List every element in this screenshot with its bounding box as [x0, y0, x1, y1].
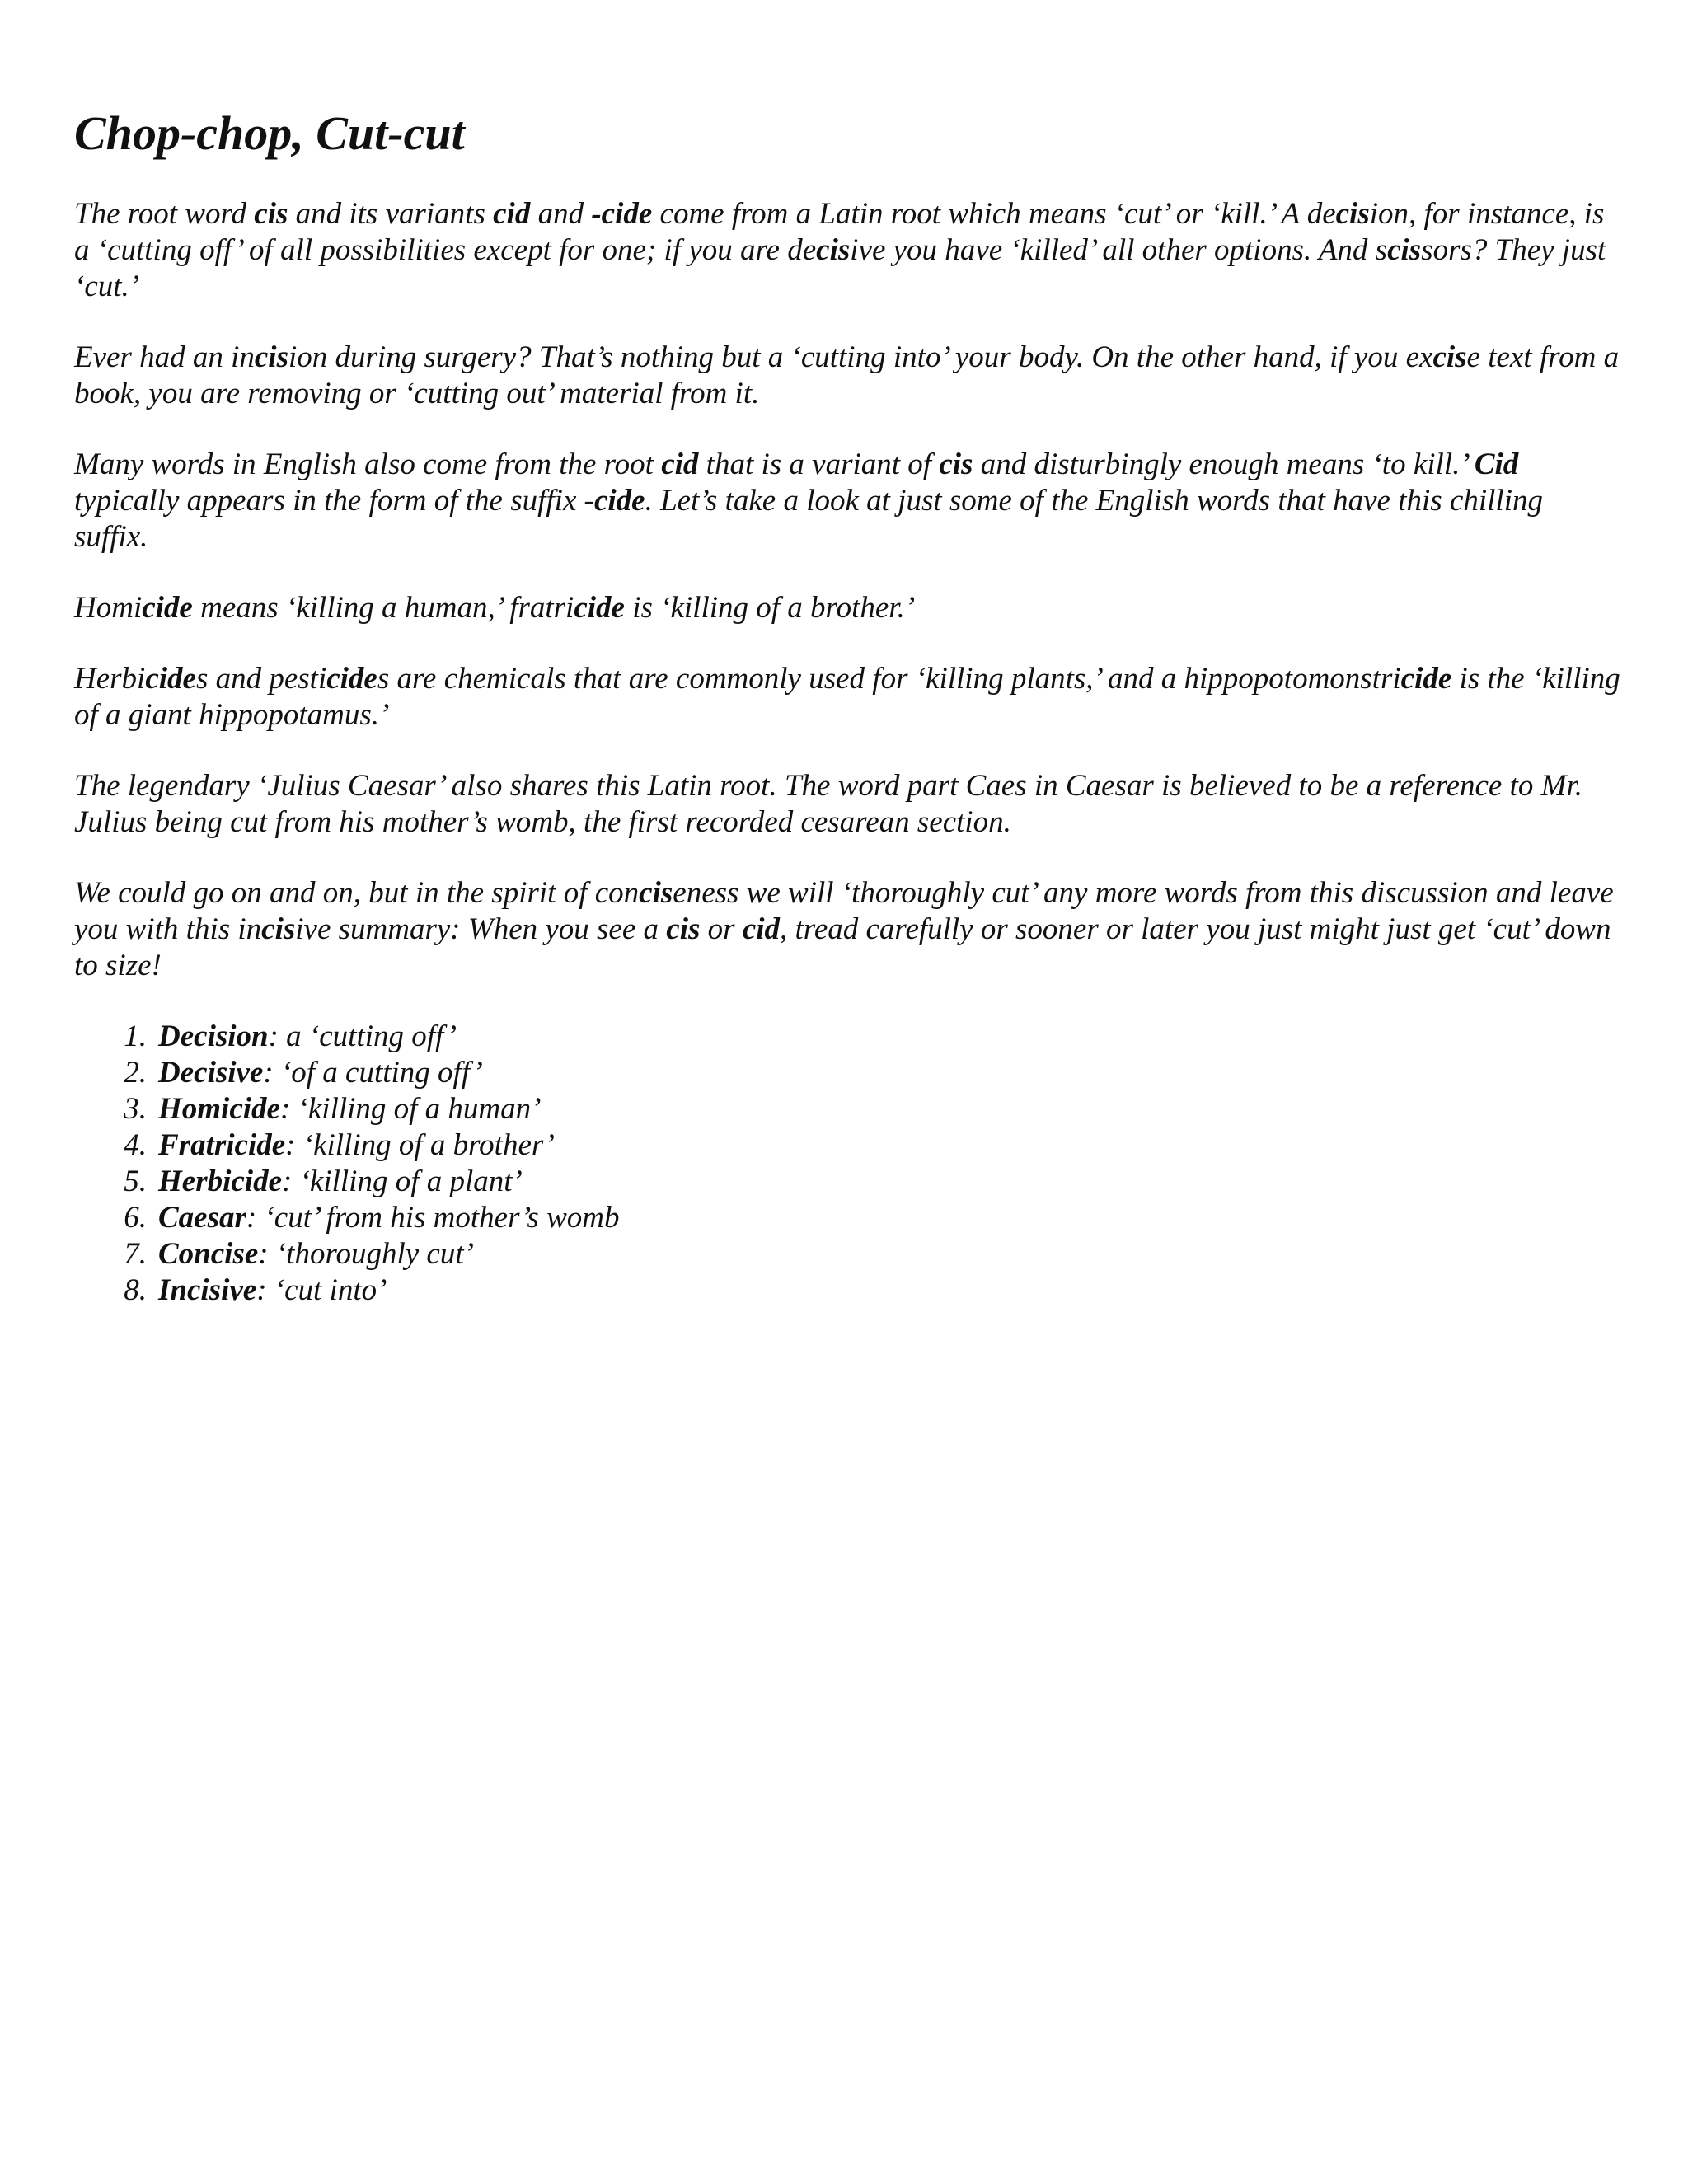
bold-root: cis — [261, 912, 296, 946]
list-definition: : ‘killing of a brother’ — [285, 1127, 555, 1162]
list-definition: : ‘killing of a plant’ — [282, 1164, 523, 1198]
bold-root: cis — [666, 912, 701, 946]
bold-root: cis — [254, 340, 288, 374]
bold-root: cis — [939, 447, 973, 481]
text-run: . Let’s take a look at just some of the English words that have this chilling suffix. — [74, 483, 1543, 554]
bold-root: cis — [254, 196, 288, 231]
list-term: Decisive — [158, 1055, 264, 1090]
list-definition: : ‘cut’ from his mother’s womb — [246, 1200, 620, 1235]
text-run: We could go on and on, but in the spirit of con — [74, 875, 640, 910]
text-run: Homi — [74, 590, 143, 625]
bold-root: cis — [816, 232, 851, 267]
list-term: Decision — [158, 1019, 269, 1053]
list-term: Incisive — [158, 1272, 257, 1307]
list-entry — [158, 1091, 541, 1127]
bold-root: cis — [1335, 196, 1370, 231]
text-run: ion during surgery? That’s nothing but a ‘cutting into’ your body. On the other hand, if you ex — [288, 340, 1433, 374]
list-item — [74, 1164, 1624, 1200]
bold-root: cid — [661, 447, 699, 481]
summary-list — [74, 1019, 1624, 1309]
bold-root: cide — [326, 661, 377, 696]
paragraph-7 — [74, 875, 1624, 984]
paragraph-6 — [74, 768, 1624, 841]
list-item — [74, 1127, 1624, 1164]
list-term: Fratricide — [158, 1127, 286, 1162]
list-entry — [158, 1055, 483, 1091]
list-number: 5. — [124, 1164, 147, 1198]
text-run: come from a Latin root which means ‘cut’ or ‘kill.’ A de — [652, 196, 1336, 231]
list-entry — [158, 1164, 523, 1200]
text-run: that is a variant of — [698, 447, 940, 481]
list-number: 8. — [124, 1272, 147, 1307]
paragraph-1 — [74, 196, 1624, 305]
bold-root: -cide — [584, 483, 645, 518]
text-run: is the ‘killing of a giant hippopotamus.’ — [74, 661, 1620, 732]
list-number: 2. — [124, 1055, 147, 1090]
paragraph-5 — [74, 661, 1624, 733]
list-term: Concise — [158, 1236, 259, 1271]
paragraph-2 — [74, 340, 1624, 412]
text-run: sors? They just ‘cut.’ — [74, 232, 1606, 303]
list-item — [74, 1019, 1624, 1055]
bold-root: cide — [1400, 661, 1452, 696]
bold-root: Cid — [1474, 447, 1519, 481]
text-run: e text from a book, you are removing or ‘cutting out’ material from it. — [74, 340, 1620, 410]
text-run: The root word — [74, 196, 255, 231]
paragraph-3 — [74, 447, 1624, 555]
list-term: Homicide — [158, 1091, 280, 1126]
text-run: typically appears in the form of the suffix — [74, 483, 584, 518]
text-run: or — [700, 912, 743, 946]
text-run: is ‘killing of a brother.’ — [624, 590, 916, 625]
list-definition: : ‘of a cutting off’ — [263, 1055, 483, 1090]
list-item — [74, 1091, 1624, 1127]
text-run: and disturbingly enough means ‘to kill.’ — [973, 447, 1475, 481]
bold-root: cid — [742, 912, 781, 946]
text-run: s and pesti — [195, 661, 327, 696]
text-run: eness we will ‘thoroughly cut’ any more words from this discussion and leave you with this in — [74, 875, 1614, 946]
list-definition: : a ‘cutting off’ — [268, 1019, 457, 1053]
bold-root: cis — [1432, 340, 1467, 374]
list-item — [74, 1272, 1624, 1309]
list-number: 4. — [124, 1127, 147, 1162]
list-term: Herbicide — [158, 1164, 283, 1198]
bold-root: cis — [639, 875, 673, 910]
list-entry — [158, 1272, 387, 1309]
text-run: ion, for instance, is a ‘cutting off’ of all possibilities except for one; if you are de — [74, 196, 1605, 267]
text-run: Many words in English also come from the root — [74, 447, 662, 481]
list-definition: : ‘cut into’ — [256, 1272, 387, 1307]
list-number: 3. — [124, 1091, 147, 1126]
text-run: Ever had an in — [74, 340, 255, 374]
list-number: 1. — [124, 1019, 147, 1053]
text-run: The legendary ‘Julius Caesar’ also shares this Latin root. The word part Caes in Caesar is believed to be a reference to Mr. Julius being cut from his mother’s womb, the first recorded cesarean section. — [74, 768, 1583, 839]
list-definition: : ‘killing of a human’ — [279, 1091, 542, 1126]
text-run: s are chemicals that are commonly used for ‘killing plants,’ and a hippopotomonstri — [377, 661, 1401, 696]
list-item — [74, 1236, 1624, 1272]
bold-root: cid — [493, 196, 531, 231]
bold-root: cide — [574, 590, 625, 625]
list-number: 6. — [124, 1200, 147, 1235]
list-entry — [158, 1127, 555, 1164]
document-title: Chop-chop, Cut-cut — [74, 106, 465, 160]
list-definition: : ‘thoroughly cut’ — [258, 1236, 474, 1271]
text-run: ive you have ‘killed’ all other options. And s — [850, 232, 1388, 267]
list-term: Caesar — [158, 1200, 246, 1235]
list-number: 7. — [124, 1236, 147, 1271]
list-entry — [158, 1200, 619, 1236]
paragraph-4 — [74, 590, 1624, 626]
list-entry — [158, 1019, 457, 1055]
bold-root: -cide — [591, 196, 653, 231]
document-body — [74, 196, 1624, 984]
text-run: means ‘killing a human,’ fratri — [192, 590, 574, 625]
list-entry — [158, 1236, 474, 1272]
bold-root: cide — [142, 590, 193, 625]
text-run: and — [530, 196, 592, 231]
text-run: Herbi — [74, 661, 146, 696]
list-item — [74, 1200, 1624, 1236]
document-page — [74, 107, 1624, 1309]
bold-root: cis — [1387, 232, 1422, 267]
list-item — [74, 1055, 1624, 1091]
text-run: ive summary: When you see a — [295, 912, 667, 946]
text-run: , tread carefully or sooner or later you just might just get ‘cut’ down to size! — [74, 912, 1611, 982]
text-run: and its variants — [288, 196, 494, 231]
bold-root: cide — [145, 661, 196, 696]
